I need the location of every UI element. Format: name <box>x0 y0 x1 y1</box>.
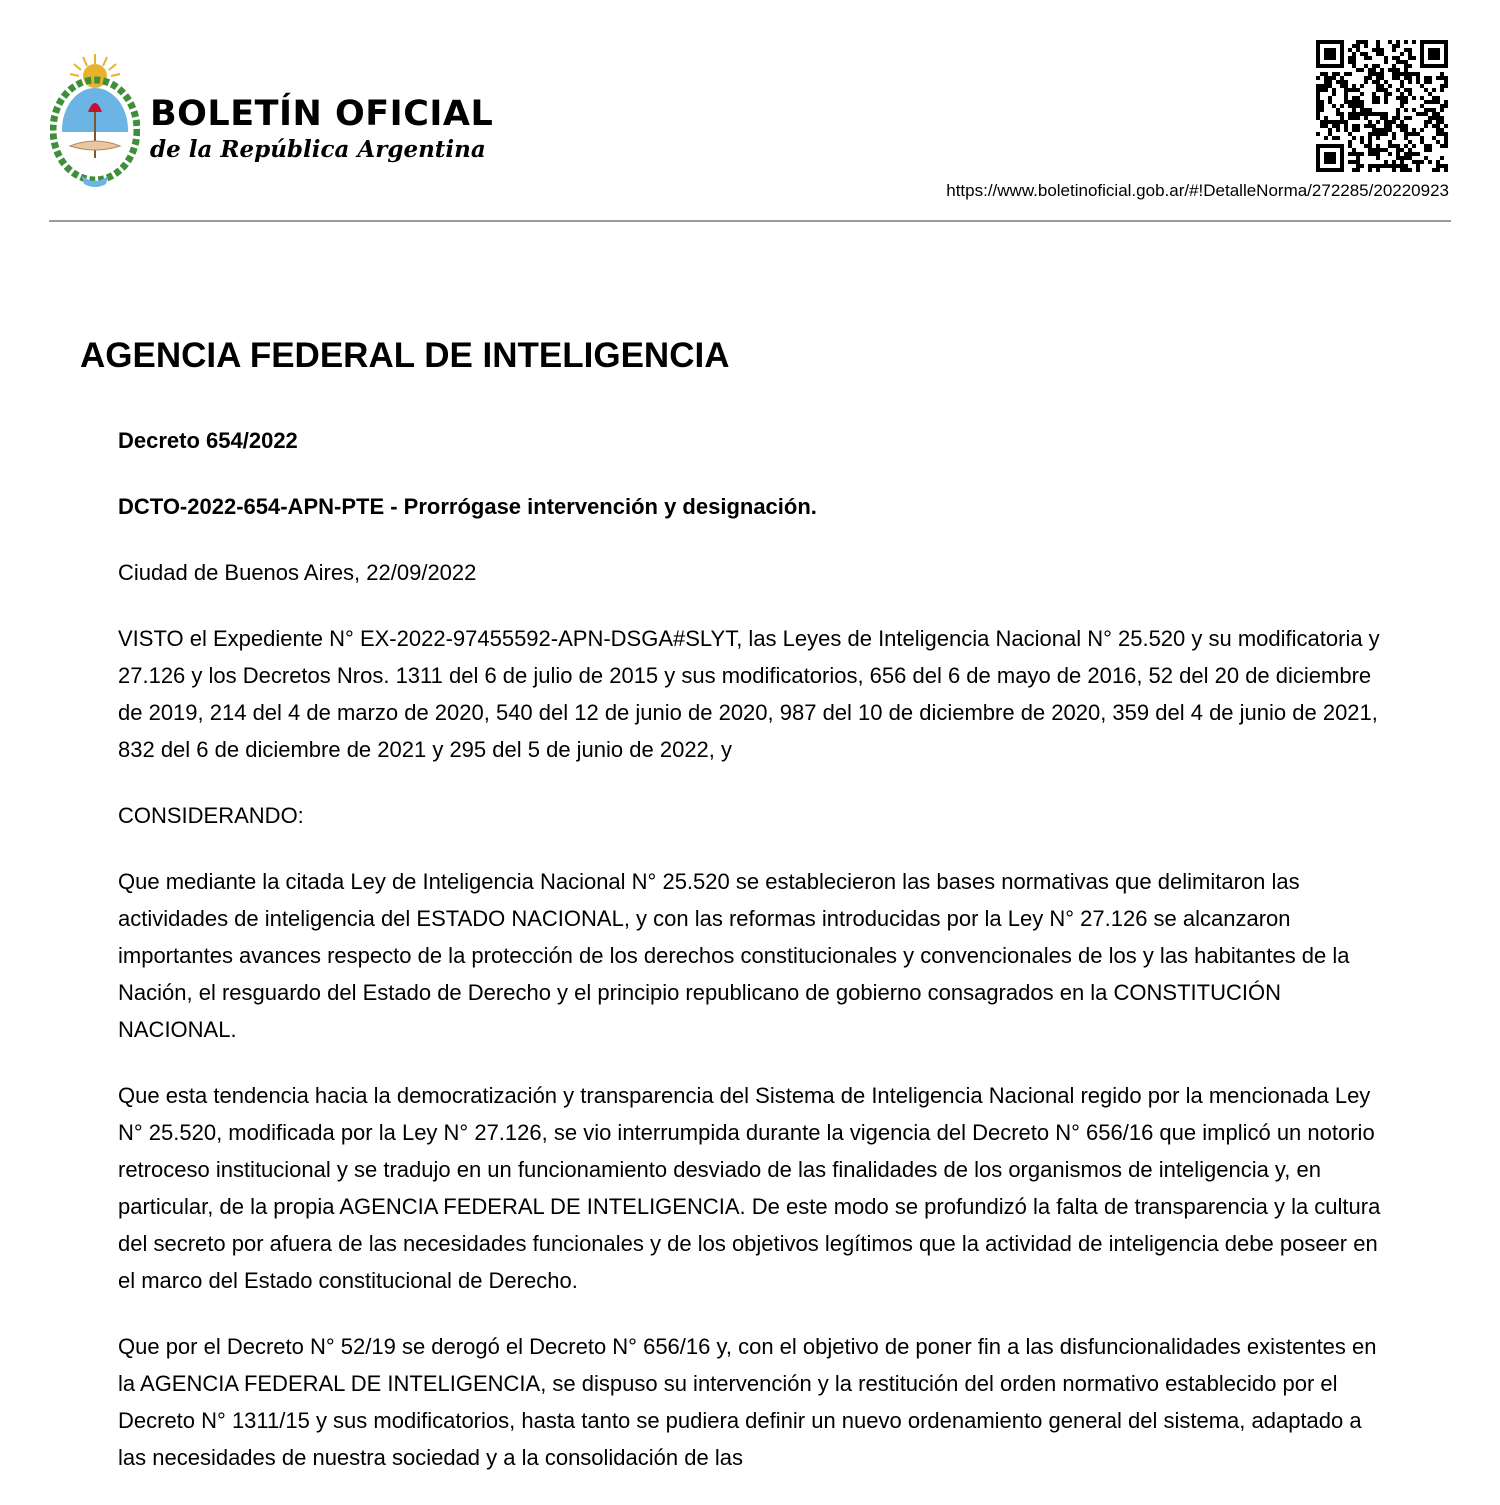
decree-subtitle: DCTO-2022-654-APN-PTE - Prorrógase intervención y designación. <box>118 494 817 519</box>
considerando-paragraph-1: Que mediante la citada Ley de Inteligencia Nacional N° 25.520 se establecieron las bases normativas que delimitaron las actividades de inteligencia del ESTADO NACIONAL, y con las reformas introducidas por la Ley N° 27.126 se alcanzaron importantes avances respecto de la protección de los derechos constitucionales y convencionales de los y las habitantes de la Nación, el resguardo del Estado de Derecho y el principio republicano de gobierno consagrados en la CONSTITUCIÓN NACIONAL. <box>118 869 1350 1042</box>
document-url[interactable]: https://www.boletinoficial.gob.ar/#!DetalleNorma/272285/20220923 <box>946 181 1449 200</box>
header-divider <box>49 220 1451 222</box>
document-body <box>118 422 1388 1505</box>
page-header <box>0 0 1500 222</box>
considerando-heading: CONSIDERANDO: <box>118 803 304 828</box>
logo-title: BOLETÍN OFICIAL <box>150 94 494 134</box>
qr-code-icon <box>1316 40 1448 172</box>
coat-of-arms-icon <box>50 50 140 190</box>
considerando-paragraph-3: Que por el Decreto N° 52/19 se derogó el Decreto N° 656/16 y, con el objetivo de poner fin a las disfuncionalidades existentes en la AGENCIA FEDERAL DE INTELIGENCIA, se dispuso su intervención y la restitución del orden normativo establecido por el Decreto N° 1311/15 y sus modificatorios, hasta tanto se pudiera definir un nuevo ordenamiento general del sistema, adaptado a las necesidades de nuestra sociedad y a la consolidación de las <box>118 1334 1377 1470</box>
considerando-paragraph-2: Que esta tendencia hacia la democratización y transparencia del Sistema de Inteligencia Nacional regido por la mencionada Ley N° 25.520, modificada por la Ley N° 27.126, se vio interrumpida durante la vigencia del Decreto N° 656/16 que implicó un notorio retroceso institucional y se tradujo en un funcionamiento desviado de las finalidades de los organismos de inteligencia y, en particular, de la propia AGENCIA FEDERAL DE INTELIGENCIA. De este modo se profundizó la falta de transparencia y la cultura del secreto por afuera de las necesidades funcionales y de los objetivos legítimos que la actividad de inteligencia debe poseer en el marco del Estado constitucional de Derecho. <box>118 1083 1381 1293</box>
logo-subtitle: de la República Argentina <box>150 136 486 163</box>
decree-number: Decreto 654/2022 <box>118 428 298 453</box>
organization-title: AGENCIA FEDERAL DE INTELIGENCIA <box>80 336 730 375</box>
visto-paragraph: VISTO el Expediente N° EX-2022-97455592-APN-DSGA#SLYT, las Leyes de Inteligencia Nacional N° 25.520 y su modificatoria y 27.126 y los Decretos Nros. 1311 del 6 de julio de 2015 y sus modificatorios, 656 del 6 de mayo de 2016, 52 del 20 de diciembre de 2019, 214 del 4 de marzo de 2020, 540 del 12 de junio de 2020, 987 del 10 de diciembre de 2020, 359 del 4 de junio de 2021, 832 del 6 de diciembre de 2021 y 295 del 5 de junio de 2022, y <box>118 626 1380 762</box>
place-date: Ciudad de Buenos Aires, 22/09/2022 <box>118 560 477 585</box>
